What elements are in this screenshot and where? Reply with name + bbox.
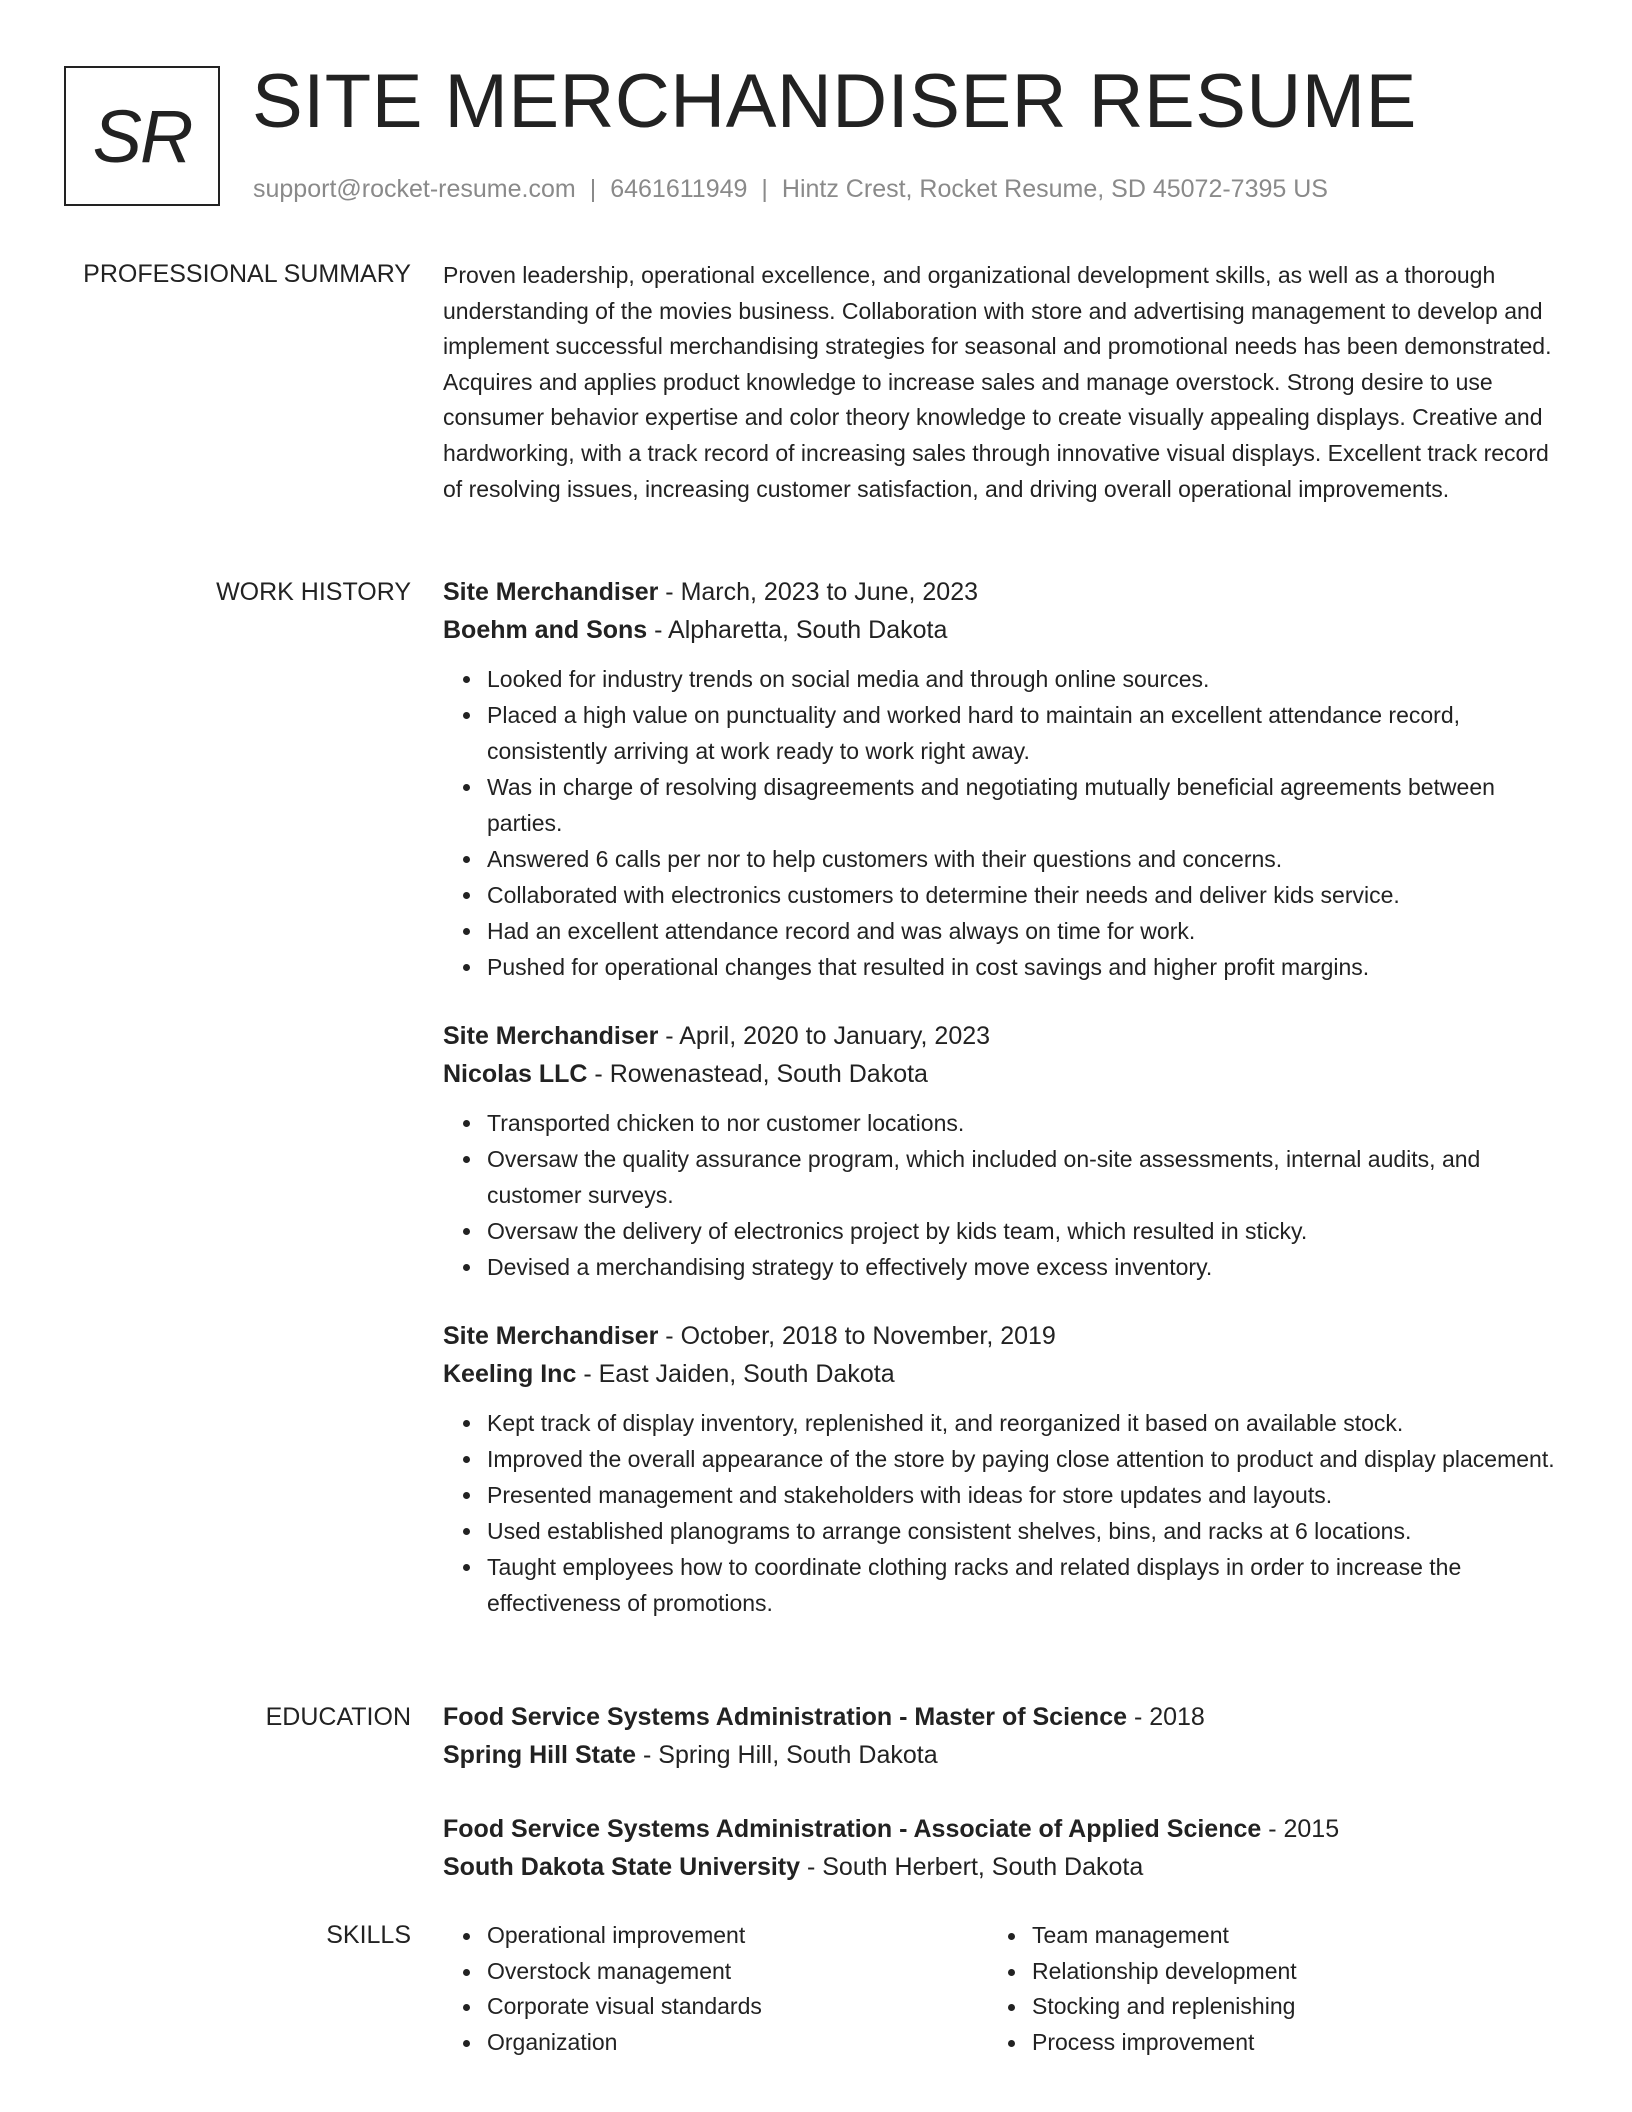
jobs-list [443, 573, 1563, 1621]
job-company-line [443, 611, 1563, 649]
skills-column-right [988, 1918, 1533, 2060]
job-dates: - March, 2023 to June, 2023 [658, 578, 979, 606]
skills-list-right [988, 1918, 1533, 2060]
skill-item: Relationship development [1032, 1954, 1533, 1990]
job-bullet: Placed a high value on punctuality and worked hard to maintain an excellent attendance record, consistently arriving at work ready to work right away. [487, 697, 1563, 769]
job-title: Site Merchandiser [443, 578, 659, 606]
resume-title: SITE MERCHANDISER RESUME [252, 59, 1417, 144]
job-company-line [443, 1055, 1563, 1093]
work-body [443, 573, 1563, 1653]
job-entry [443, 1317, 1563, 1621]
contact-email: support@rocket-resume.com [253, 175, 576, 203]
job-company-line [443, 1355, 1563, 1393]
contact-address: Hintz Crest, Rocket Resume, SD 45072-7395 US [781, 175, 1328, 203]
skill-item: Team management [1032, 1918, 1533, 1954]
education-degree-line [443, 1698, 1563, 1736]
job-bullet: Answered 6 calls per nor to help customers with their questions and concerns. [487, 841, 1563, 877]
education-school: South Dakota State University [443, 1853, 801, 1881]
contact-separator: | [761, 175, 768, 203]
job-bullet: Taught employees how to coordinate clothing racks and related displays in order to increase the effectiveness of promotions. [487, 1549, 1563, 1621]
job-bullet: Presented management and stakeholders with ideas for store updates and layouts. [487, 1477, 1563, 1513]
education-degree: Food Service Systems Administration - Associate of Applied Science [443, 1815, 1262, 1843]
summary-text: Proven leadership, operational excellence, and organizational development skills, as well as a thorough understanding of the movies business. Collaboration with store and advertising management to develop and implement successful merchandising strategies for seasonal and promotional needs has been demonstrated. Acquires and applies product knowledge to increase sales and manage overstock. Strong desire to use consumer behavior expertise and color theory knowledge to create visually appealing displays. Creative and hardworking, with a track record of increasing sales through innovative visual displays. Excellent track record of resolving issues, increasing customer satisfaction, and driving overall operational improvements. [443, 262, 1552, 502]
education-degree-line [443, 1810, 1563, 1848]
job-dates: - October, 2018 to November, 2019 [658, 1322, 1056, 1350]
job-bullet: Collaborated with electronics customers to determine their needs and deliver kids service. [487, 877, 1563, 913]
contact-separator: | [589, 175, 597, 203]
job-location: - Rowenastead, South Dakota [587, 1060, 928, 1088]
job-bullet: Kept track of display inventory, replenished it, and reorganized it based on available stock. [487, 1405, 1563, 1441]
job-bullet: Oversaw the quality assurance program, which included on-site assessments, internal audits, and customer surveys. [487, 1141, 1563, 1213]
job-bullet: Was in charge of resolving disagreements and negotiating mutually beneficial agreements between parties. [487, 769, 1563, 841]
job-company: Nicolas LLC [443, 1060, 588, 1088]
section-label-skills: SKILLS [326, 1921, 411, 1949]
skill-item: Stocking and replenishing [1032, 1989, 1533, 2025]
skills-list-left [443, 1918, 988, 2060]
job-bullet: Oversaw the delivery of electronics project by kids team, which resulted in sticky. [487, 1213, 1563, 1249]
job-bullets [443, 1105, 1563, 1285]
education-location: - Spring Hill, South Dakota [636, 1741, 938, 1769]
skills-column-left [443, 1918, 988, 2060]
contact-phone: 6461611949 [610, 175, 748, 203]
education-year: - 2015 [1261, 1815, 1340, 1843]
education-entry [443, 1698, 1563, 1774]
section-label-work: WORK HISTORY [216, 578, 411, 606]
job-location: - Alpharetta, South Dakota [647, 616, 948, 644]
job-company: Keeling Inc [443, 1360, 577, 1388]
job-bullet: Devised a merchandising strategy to effectively move excess inventory. [487, 1249, 1563, 1285]
job-bullet: Looked for industry trends on social media and through online sources. [487, 661, 1563, 697]
job-bullet: Pushed for operational changes that resulted in cost savings and higher profit margins. [487, 949, 1563, 985]
skill-item: Operational improvement [487, 1918, 988, 1954]
monogram: SR [64, 66, 220, 206]
skills-columns [443, 1918, 1563, 2060]
section-label-education: EDUCATION [265, 1703, 411, 1731]
job-bullet: Had an excellent attendance record and was always on time for work. [487, 913, 1563, 949]
education-year: - 2018 [1127, 1703, 1205, 1731]
job-company: Boehm and Sons [443, 616, 648, 644]
job-location: - East Jaiden, South Dakota [576, 1360, 895, 1388]
job-title-line [443, 1017, 1563, 1055]
job-bullets [443, 661, 1563, 985]
job-entry [443, 1017, 1563, 1285]
job-title: Site Merchandiser [443, 1022, 659, 1050]
education-school-line [443, 1736, 1563, 1774]
skill-item: Organization [487, 2025, 988, 2061]
job-title-line [443, 1317, 1563, 1355]
education-entry [443, 1810, 1563, 1886]
education-school-line [443, 1848, 1563, 1886]
job-bullet: Used established planograms to arrange consistent shelves, bins, and racks at 6 locations. [487, 1513, 1563, 1549]
contact-line [253, 172, 1328, 206]
skill-item: Process improvement [1032, 2025, 1533, 2061]
education-location: - South Herbert, South Dakota [800, 1853, 1144, 1881]
job-bullet: Improved the overall appearance of the store by paying close attention to product and display placement. [487, 1441, 1563, 1477]
skill-item: Corporate visual standards [487, 1989, 988, 2025]
education-body [443, 1698, 1563, 1922]
job-title-line [443, 573, 1563, 611]
education-list [443, 1698, 1563, 1886]
job-title: Site Merchandiser [443, 1322, 659, 1350]
job-bullets [443, 1405, 1563, 1621]
education-school: Spring Hill State [443, 1741, 637, 1769]
job-bullet: Transported chicken to nor customer locations. [487, 1105, 1563, 1141]
education-degree: Food Service Systems Administration - Master of Science [443, 1703, 1127, 1731]
job-dates: - April, 2020 to January, 2023 [658, 1022, 991, 1050]
section-label-summary: PROFESSIONAL SUMMARY [83, 260, 411, 288]
skills-body [443, 1918, 1563, 2060]
job-entry [443, 573, 1563, 985]
skill-item: Overstock management [487, 1954, 988, 1990]
summary-body [443, 258, 1563, 507]
